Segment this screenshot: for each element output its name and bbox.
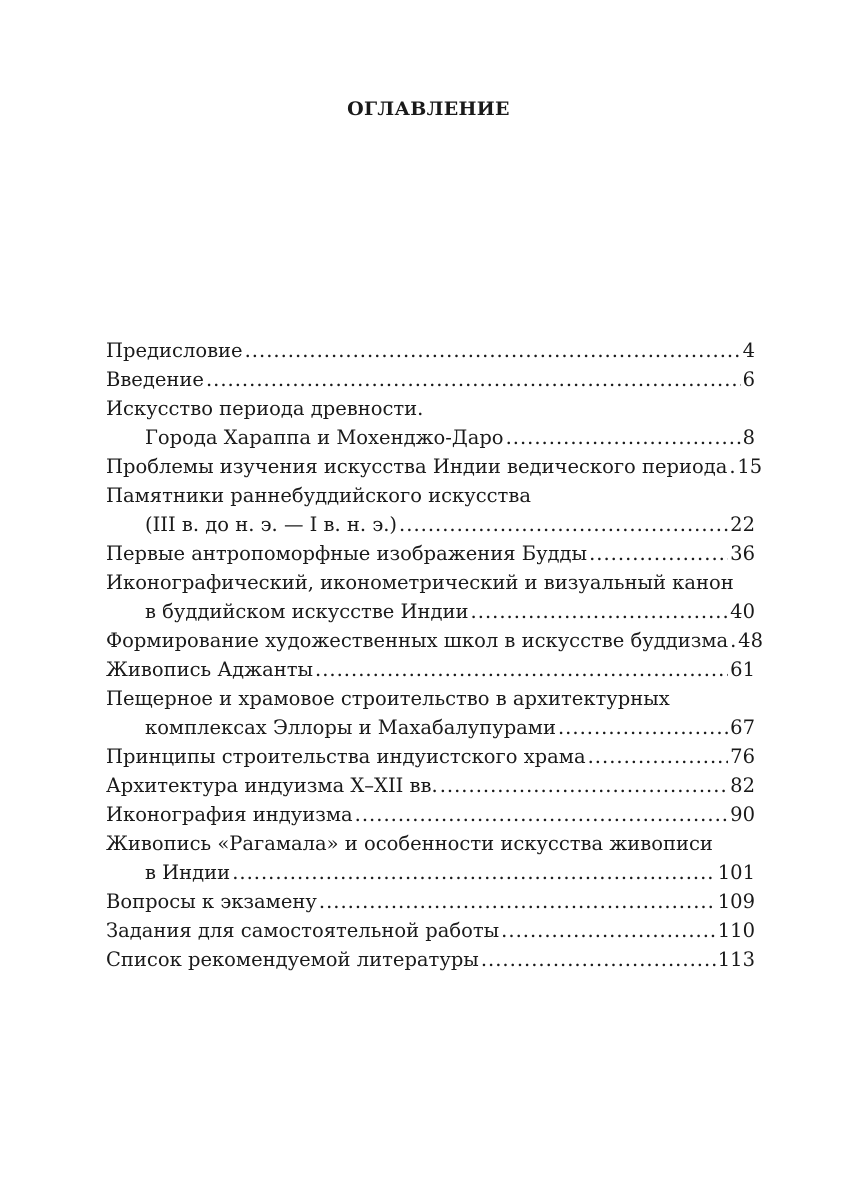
toc-entry-title: Живопись Аджанты: [106, 658, 313, 681]
toc-entry-vedic-period[interactable]: [106, 452, 763, 481]
toc-entry-title: Задания для самостоятельной работы: [106, 919, 500, 942]
toc-entry-title: Памятники раннебуддийского искусства: [106, 484, 531, 507]
dot-leader: [440, 771, 728, 800]
toc-entry-assignments[interactable]: [106, 916, 755, 945]
dot-leader: [558, 713, 728, 742]
toc-page-number: 90: [730, 803, 755, 826]
toc-entry-cave-temples[interactable]: [106, 684, 755, 742]
toc-entry-title: Иконографический, иконометрический и визуальный канон: [106, 571, 734, 594]
toc-entry-title: Архитектура индуизма X–XII вв.: [106, 774, 438, 797]
toc-page-number: 101: [717, 861, 755, 884]
dot-leader: [206, 365, 741, 394]
toc-page-number: 22: [730, 513, 755, 536]
toc-entry-buddha-images[interactable]: [106, 539, 755, 568]
toc-entry-title-continued: Города Хараппа и Мохенджо-Даро: [145, 426, 504, 449]
toc-entry-title: Введение: [106, 368, 204, 391]
toc-page-number: 61: [730, 658, 755, 681]
toc-page-number: 40: [730, 600, 755, 623]
toc-page-number: 67: [730, 716, 755, 739]
dot-leader: [588, 742, 729, 771]
toc-entry-title: Список рекомендуемой литературы: [106, 948, 479, 971]
toc-entry-hindu-temple[interactable]: [106, 742, 755, 771]
toc-page-number: 6: [742, 368, 755, 391]
toc-entry-references[interactable]: [106, 945, 755, 974]
dot-leader: [245, 336, 741, 365]
toc-page-number: 4: [742, 339, 755, 362]
toc-entry-title: Принципы строительства индуистского храма: [106, 745, 586, 768]
toc-entry-title: Пещерное и храмовое строительство в архитектурных: [106, 687, 670, 710]
toc-page-number: 109: [717, 890, 755, 913]
dot-leader: [232, 858, 716, 887]
toc-page-number: 110: [717, 919, 755, 942]
page-title: ОГЛАВЛЕНИЕ: [347, 98, 510, 120]
toc-entry-hindu-architecture[interactable]: [106, 771, 755, 800]
toc-entry-title: Вопросы к экзамену: [106, 890, 317, 913]
toc-page-number: 76: [730, 745, 755, 768]
dot-leader: [730, 626, 736, 655]
toc-entry-early-buddhist[interactable]: [106, 481, 755, 539]
dot-leader: [315, 655, 728, 684]
toc-entry-title-continued: комплексах Эллоры и Махабалупурами: [145, 716, 556, 739]
toc-page-number: 82: [730, 774, 755, 797]
dot-leader: [729, 452, 735, 481]
toc-entry-ajanta[interactable]: [106, 655, 755, 684]
toc-entry-ragamala[interactable]: [106, 829, 755, 887]
toc-page-number: 15: [737, 455, 763, 478]
toc-entry-art-schools[interactable]: [106, 626, 763, 655]
toc-page-number: 113: [717, 948, 755, 971]
dot-leader: [319, 887, 716, 916]
dot-leader: [506, 423, 741, 452]
toc-entry-title: Первые антропоморфные изображения Будды: [106, 542, 588, 565]
toc-entry-title: Живопись «Рагамала» и особенности искусства живописи: [106, 832, 713, 855]
toc-entry-hindu-iconography[interactable]: [106, 800, 755, 829]
toc-entry-title: Проблемы изучения искусства Индии ведического периода: [106, 455, 728, 478]
toc-page-number: 8: [742, 426, 755, 449]
toc-entry-title: Предисловие: [106, 339, 243, 362]
table-of-contents: [106, 336, 763, 974]
toc-entry-title-continued: в Индии: [145, 861, 231, 884]
toc-entry-preface[interactable]: [106, 336, 755, 365]
dot-leader: [501, 916, 716, 945]
dot-leader: [471, 597, 729, 626]
toc-entry-iconographic-canon[interactable]: [106, 568, 755, 626]
dot-leader: [589, 539, 728, 568]
toc-entry-title: Иконография индуизма: [106, 803, 353, 826]
dot-leader: [355, 800, 729, 829]
toc-page-number: 36: [730, 542, 755, 565]
toc-entry-introduction[interactable]: [106, 365, 755, 394]
dot-leader: [399, 510, 728, 539]
toc-entry-title-continued: в буддийском искусстве Индии: [145, 600, 469, 623]
toc-entry-title: Искусство периода древности.: [106, 397, 424, 420]
toc-entry-ancient-art[interactable]: [106, 394, 755, 452]
dot-leader: [481, 945, 716, 974]
toc-page-number: 48: [738, 629, 763, 652]
toc-entry-title: Формирование художественных школ в искусстве буддизма: [106, 629, 729, 652]
toc-entry-exam-questions[interactable]: [106, 887, 755, 916]
toc-entry-title-continued: (III в. до н. э. — I в. н. э.): [145, 513, 398, 536]
